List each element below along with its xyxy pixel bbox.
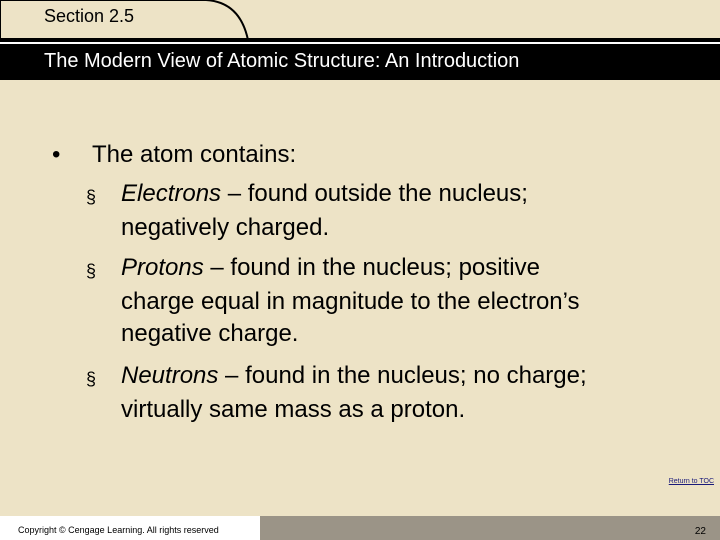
item-text-continued: virtually same mass as a proton. bbox=[121, 396, 466, 423]
page-number: 22 bbox=[694, 526, 706, 537]
bullet-marker: • bbox=[52, 141, 61, 168]
slide-title: The Modern View of Atomic Structure: An Introduction bbox=[44, 50, 520, 72]
list-item-neutrons bbox=[121, 362, 587, 390]
copyright-text: Copyright © Cengage Learning. All rights reserved bbox=[18, 525, 219, 535]
section-label: Section 2.5 bbox=[44, 6, 135, 26]
sub-bullet-marker: § bbox=[86, 369, 97, 389]
intro-text: The atom contains: bbox=[92, 141, 297, 168]
term-protons: Protons bbox=[121, 254, 204, 281]
item-text: – found outside the nucleus; bbox=[221, 180, 528, 207]
item-text: – found in the nucleus; no charge; bbox=[218, 362, 587, 389]
sub-bullet-marker: § bbox=[86, 187, 97, 207]
list-item-protons bbox=[121, 254, 540, 282]
item-text: – found in the nucleus; positive bbox=[203, 254, 540, 281]
term-neutrons: Neutrons bbox=[121, 362, 219, 389]
item-text-continued: negative charge. bbox=[121, 320, 299, 347]
item-text-continued: charge equal in magnitude to the electron’s bbox=[121, 288, 580, 315]
footer-bar bbox=[0, 516, 720, 540]
return-to-toc-link[interactable]: Return to TOC bbox=[668, 478, 714, 485]
term-electrons: Electrons bbox=[121, 180, 222, 207]
item-text-continued: negatively charged. bbox=[121, 214, 330, 241]
list-item-electrons bbox=[121, 180, 528, 208]
sub-bullet-marker: § bbox=[86, 261, 97, 281]
